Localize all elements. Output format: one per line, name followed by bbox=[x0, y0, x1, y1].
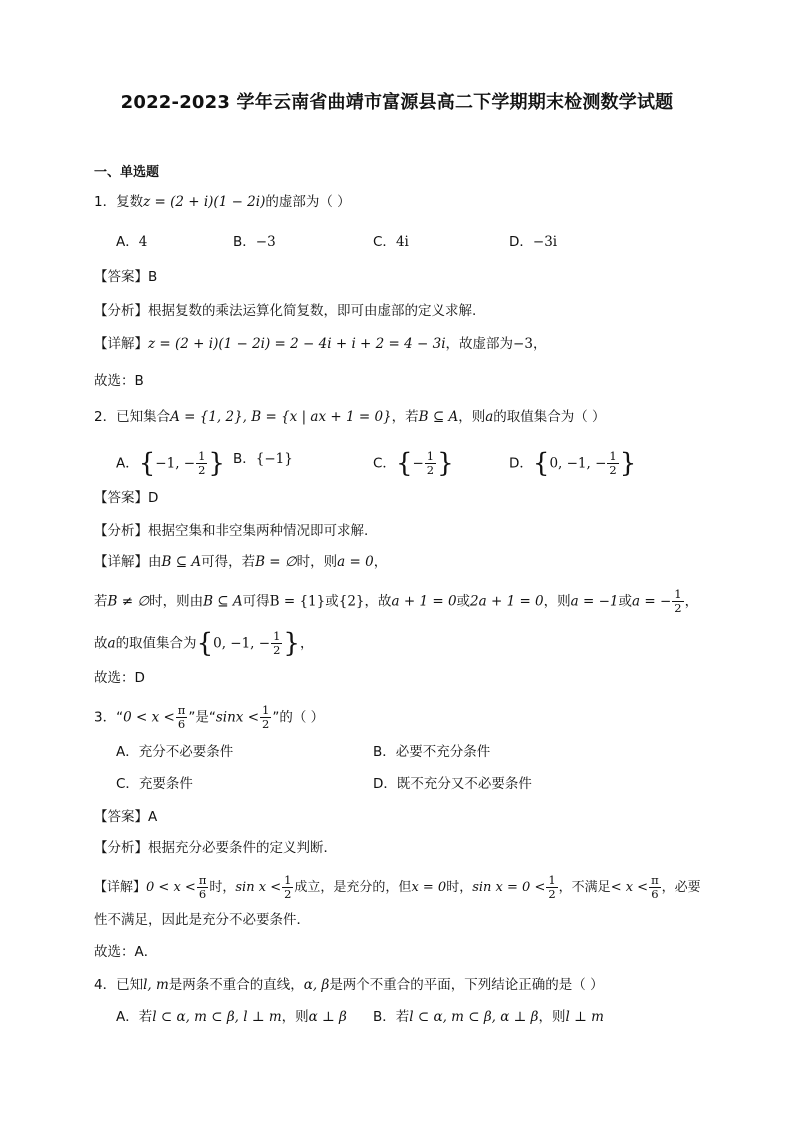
q1-analysis: 【分析】根据复数的乘法运算化简复数，即可由虚部的定义求解. bbox=[94, 303, 477, 319]
section-heading: 一、单选题 bbox=[94, 165, 160, 180]
q2-option-a: A．{−1, − $\frac{1}{2}$ } bbox=[116, 448, 225, 479]
q2-analysis: 【分析】根据空集和非空集两种情况即可求解. bbox=[94, 523, 369, 539]
q3-option-d: D．既不充分又不必要条件 bbox=[373, 776, 532, 792]
q1-answer: 【答案】B bbox=[94, 269, 158, 285]
question-3-stem: 3．“0 < x < $\frac{\pi}{6}$ ”是“sinx < $\frac{1}{2}$ ”的（ ） bbox=[94, 703, 325, 731]
q2-option-c: C．{− $\frac{1}{2}$ } bbox=[373, 448, 454, 479]
q3-option-b: B．必要不充分条件 bbox=[373, 744, 491, 760]
q1-detail: 【详解】z = (2 + i)(1 − 2i) = 2 − 4i + i + 2 = 4 − 3i，故虚部为−3， bbox=[94, 336, 547, 352]
q3-analysis: 【分析】根据充分必要条件的定义判断． bbox=[94, 840, 337, 856]
q1-option-b: B．−3 bbox=[233, 234, 276, 250]
q3-answer: 【答案】A bbox=[94, 809, 158, 825]
q4-option-a: A．若l ⊂ α, m ⊂ β, l ⊥ m，则α ⊥ β bbox=[116, 1009, 347, 1025]
q1-option-a: A．4 bbox=[116, 234, 148, 250]
question-2-stem: 2．已知集合A = {1, 2}, B = {x | ax + 1 = 0}，若B ⊆ A，则a的取值集合为（ ） bbox=[94, 409, 606, 425]
q1-choose: 故选：B bbox=[94, 373, 144, 389]
q4-option-b: B．若l ⊂ α, m ⊂ β, α ⊥ β，则l ⊥ m bbox=[373, 1009, 604, 1025]
q2-option-d: D．{0, −1, − $\frac{1}{2}$ } bbox=[509, 448, 637, 479]
q2-detail-3: 故a的取值集合为{0, −1, − $\frac{1}{2}$ }， bbox=[94, 628, 314, 659]
q1-option-d: D．−3i bbox=[509, 234, 558, 250]
question-1-stem: 1．复数z = (2 + i)(1 − 2i)的虚部为（ ） bbox=[94, 194, 351, 210]
page-title: 2022-2023 学年云南省曲靖市富源县高二下学期期末检测数学试题 bbox=[120, 92, 674, 113]
q1-option-c: C．4i bbox=[373, 234, 409, 250]
q3-option-a: A．充分不必要条件 bbox=[116, 744, 234, 760]
q2-detail-2: 若B ≠ ∅时，则由B ⊆ A可得B = {1}或{2}，故a + 1 = 0或2a + 1 = 0，则a = −1或a = − $\frac{1}{2}$ ， bbox=[94, 587, 699, 615]
q2-option-b: B．{−1} bbox=[233, 451, 293, 467]
q2-answer: 【答案】D bbox=[94, 490, 159, 506]
q3-choose: 故选：A． bbox=[94, 944, 158, 960]
q3-detail-1: 【详解】0 < x < $\frac{\pi}{6}$ 时，sin x < $\frac{1}{2}$ 成立，是充分的，但x = 0时，sin x = 0 < $\frac{1}{2}$ ，不满足< x < $\frac{\pi}{6}$ ，必要 bbox=[94, 873, 701, 901]
question-4-stem: 4．已知l, m是两条不重合的直线，α, β是两个不重合的平面，下列结论正确的是（ ） bbox=[94, 977, 604, 993]
q3-detail-2: 性不满足，因此是充分不必要条件． bbox=[94, 912, 310, 928]
q3-option-c: C．充要条件 bbox=[116, 776, 193, 792]
q2-choose: 故选：D bbox=[94, 670, 145, 686]
q2-detail-1: 【详解】由B ⊆ A可得，若B = ∅时，则a = 0， bbox=[94, 554, 388, 570]
